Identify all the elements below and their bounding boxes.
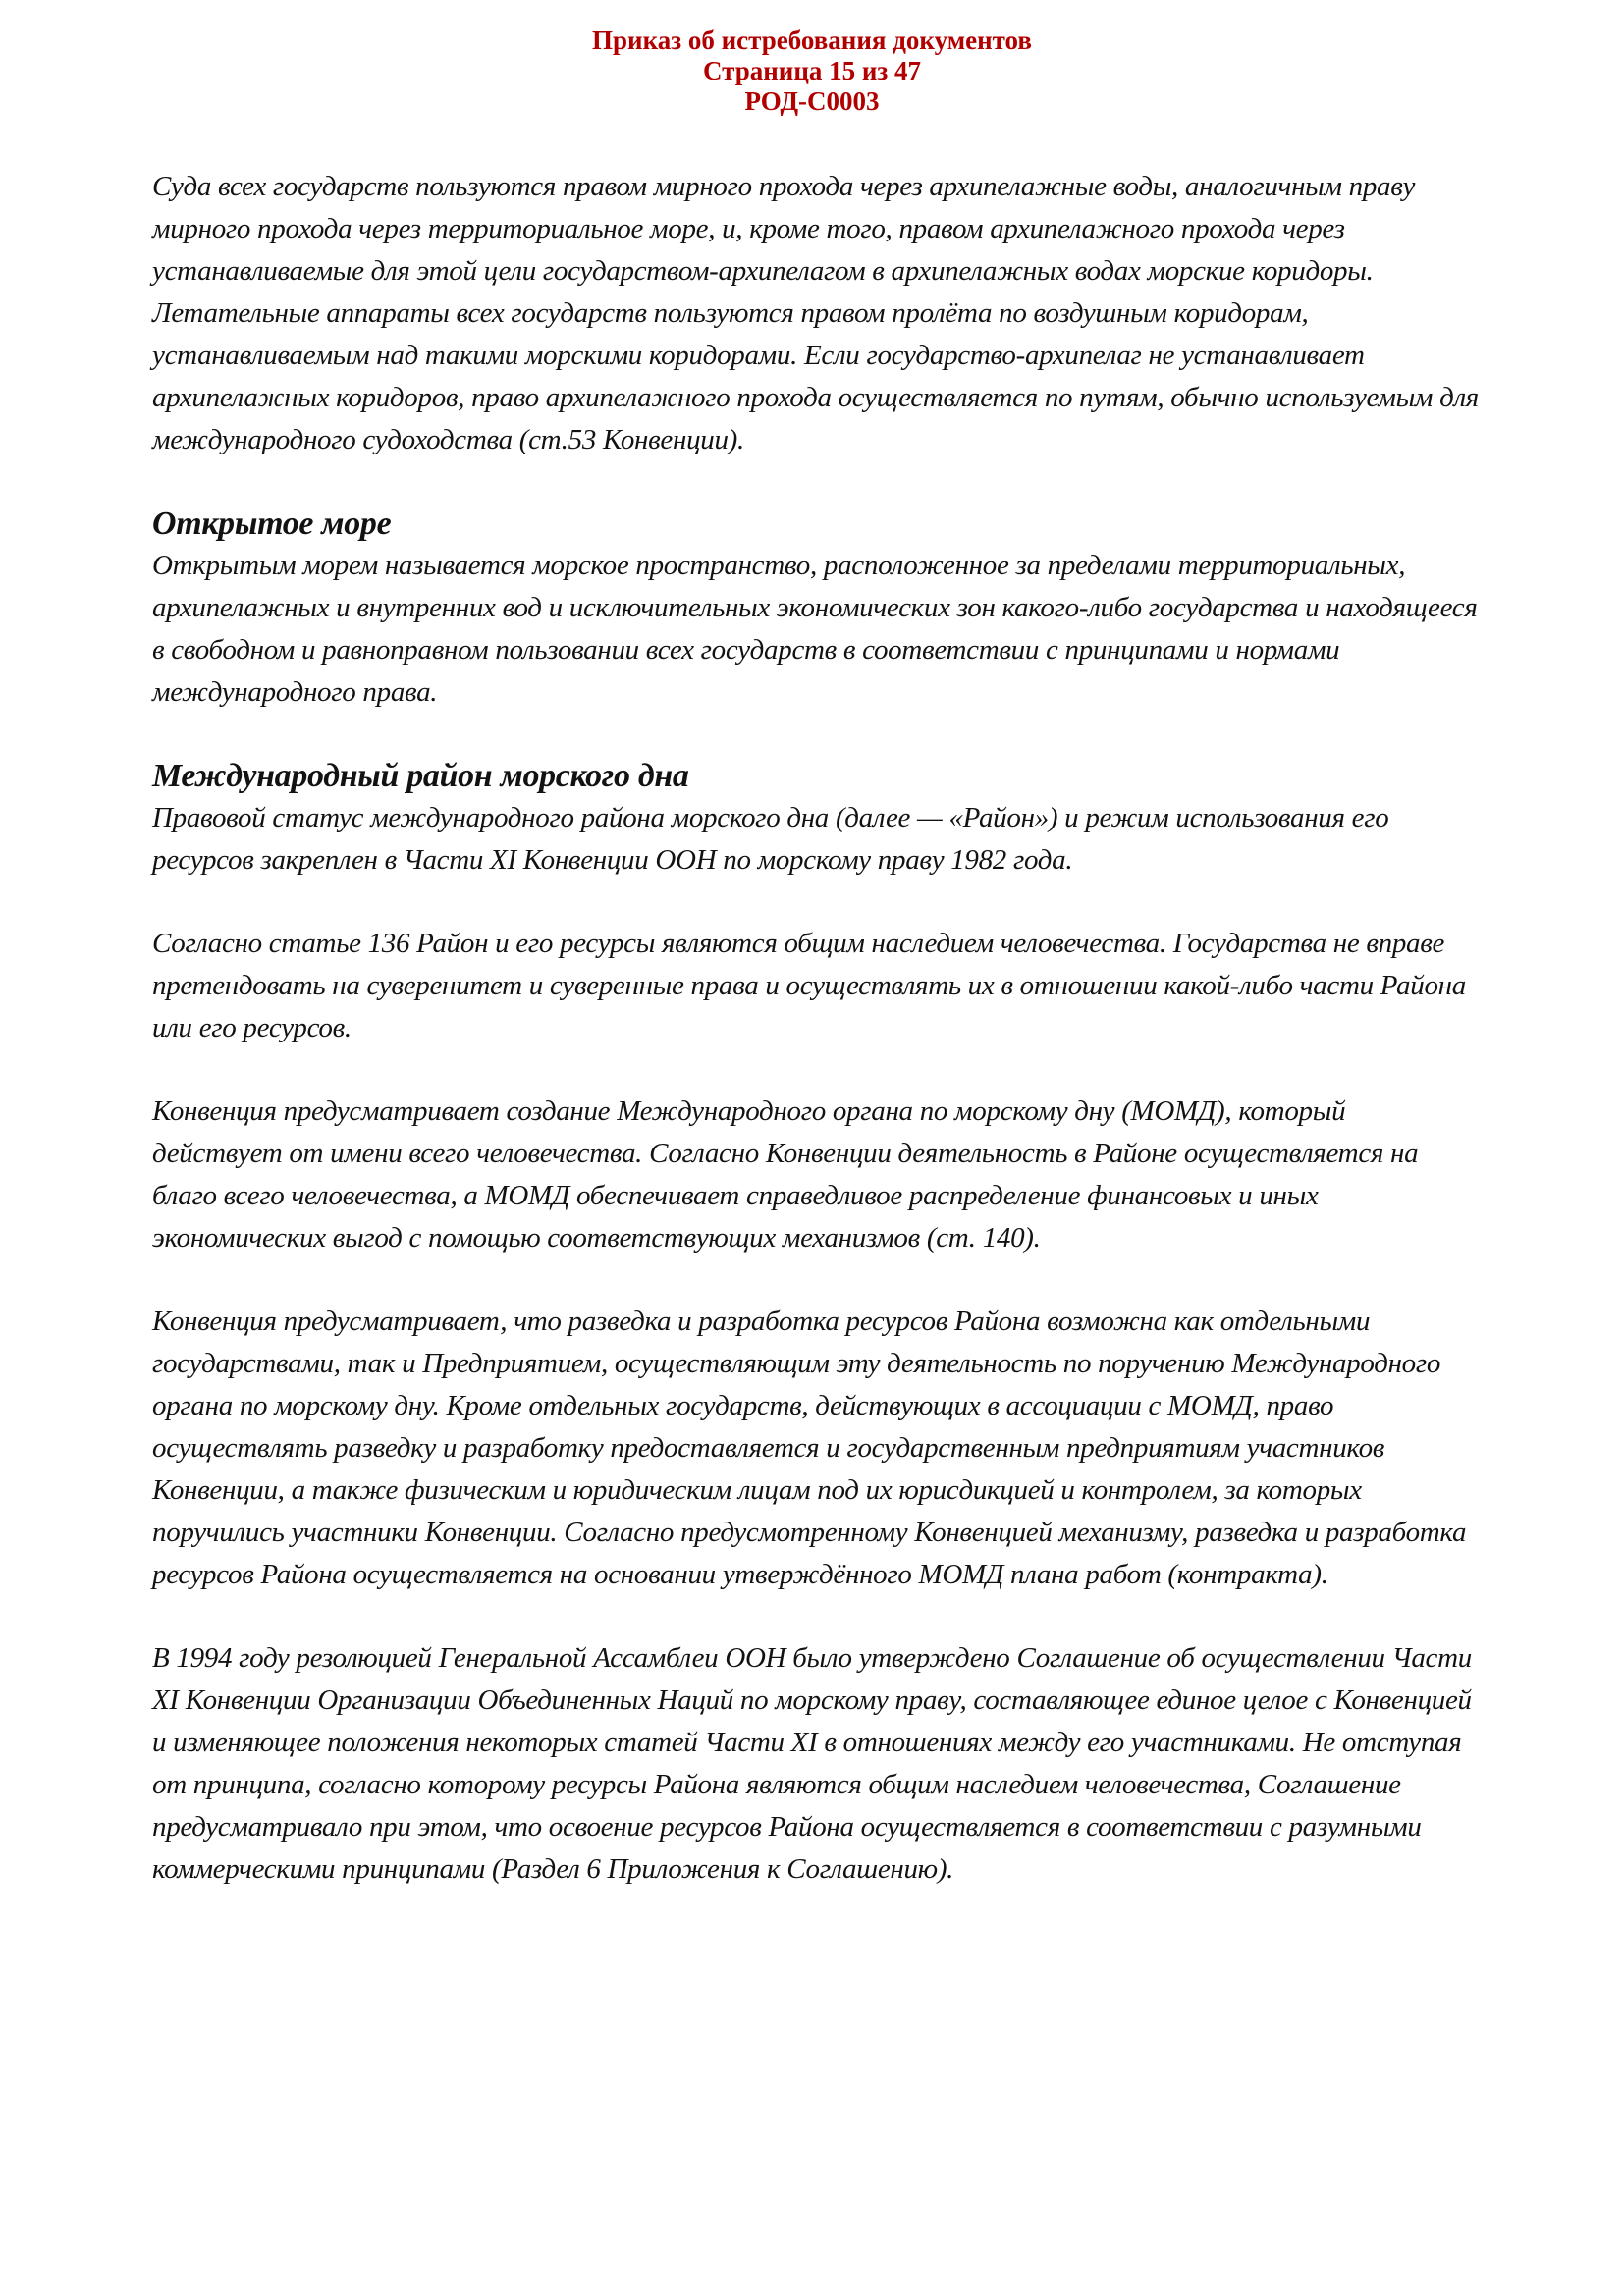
paragraph: Конвенция предусматривает, что разведка и разработка ресурсов Района возможна как отдельными государствами, так и Предприятием, осуществляющим эту деятельность по поручению Международного органа по морскому дну. Кроме отдельных государств, действующих в ассоциации с МОМД, право осуществлять разведку и разработку предоставляется и государственным предприятиям участников Конвенции, а также физическим и юридическим лицам под их юрисдикцией и контролем, за которых поручились участники Конвенции. Согласно предусмотренному Конвенцией механизму, разведка и разработка ресурсов Района осуществляется на основании утверждённого МОМД плана работ (контракта). — [152, 1306, 1467, 1590]
paragraph: Открытым морем называется морское пространство, расположенное за пределами территориальных, архипелажных и внутренних вод и исключительных экономических зон какого-либо государства и находящееся в свободном и равноправном пользовании всех государств в соответствии с принципами и нормами международного права. — [152, 550, 1478, 708]
paragraph: Правовой статус международного района морского дна (далее — «Район») и режим использования его ресурсов закреплен в Части XI Конвенции ООН по морскому праву 1982 года. — [152, 802, 1389, 876]
document-title: Приказ об истребования документов — [592, 26, 1032, 55]
paragraph: Конвенция предусматривает создание Международного органа по морскому дну (МОМД), который действует от имени всего человечества. Согласно Конвенции деятельность в Районе осуществляется на благо всего человечества, а МОМД обеспечивает справедливое распределение финансовых и иных экономических выгод с помощью соответствующих механизмов (ст. 140). — [152, 1095, 1419, 1254]
page-number-indicator: Страница 15 из 47 — [702, 56, 922, 85]
section-archipelagic-waters — [152, 166, 1482, 461]
paragraph: Суда всех государств пользуются правом мирного прохода через архипелажные воды, аналогичным праву мирного прохода через территориальное море, и, кроме того, правом архипелажного прохода через устанавливаемые для этой цели государством-архипелагом в архипелажных водах морские коридоры. Летательные аппараты всех государств пользуются правом пролёта по воздушным коридорам, устанавливаемым над такими морскими коридорами. Если государство-архипелаг не устанавливает архипелажных коридоров, право архипелажного прохода осуществляется по путям, обычно используемым для международного судоходства (ст.53 Конвенции). — [152, 171, 1479, 455]
section-heading-high-seas: Открытое море — [152, 506, 392, 542]
section-international-seabed-area — [152, 755, 1482, 1891]
paragraph: В 1994 году резолюцией Генеральной Ассамблеи ООН было утверждено Соглашение об осуществлении Части XI Конвенции Организации Объединенных Наций по морскому праву, составляющее единое целое с Конвенцией и изменяющее положения некоторых статей Части XI в отношениях между его участниками. Не отступая от принципа, согласно которому ресурсы Района являются общим наследием человечества, Соглашение предусматривало при этом, что освоение ресурсов Района осуществляется в соответствии с разумными коммерческими принципами (Раздел 6 Приложения к Соглашению). — [152, 1642, 1472, 1885]
document-code: РОД-С0003 — [744, 86, 880, 116]
paragraph: Согласно статье 136 Район и его ресурсы являются общим наследием человечества. Государства не вправе претендовать на суверенитет и суверенные права и осуществлять их в отношении какой-либо части Района или его ресурсов. — [152, 928, 1466, 1043]
document-body — [0, 117, 1624, 1891]
section-high-seas — [152, 503, 1482, 714]
section-heading-international-seabed-area: Международный район морского дна — [152, 758, 689, 794]
document-header — [0, 0, 1624, 117]
